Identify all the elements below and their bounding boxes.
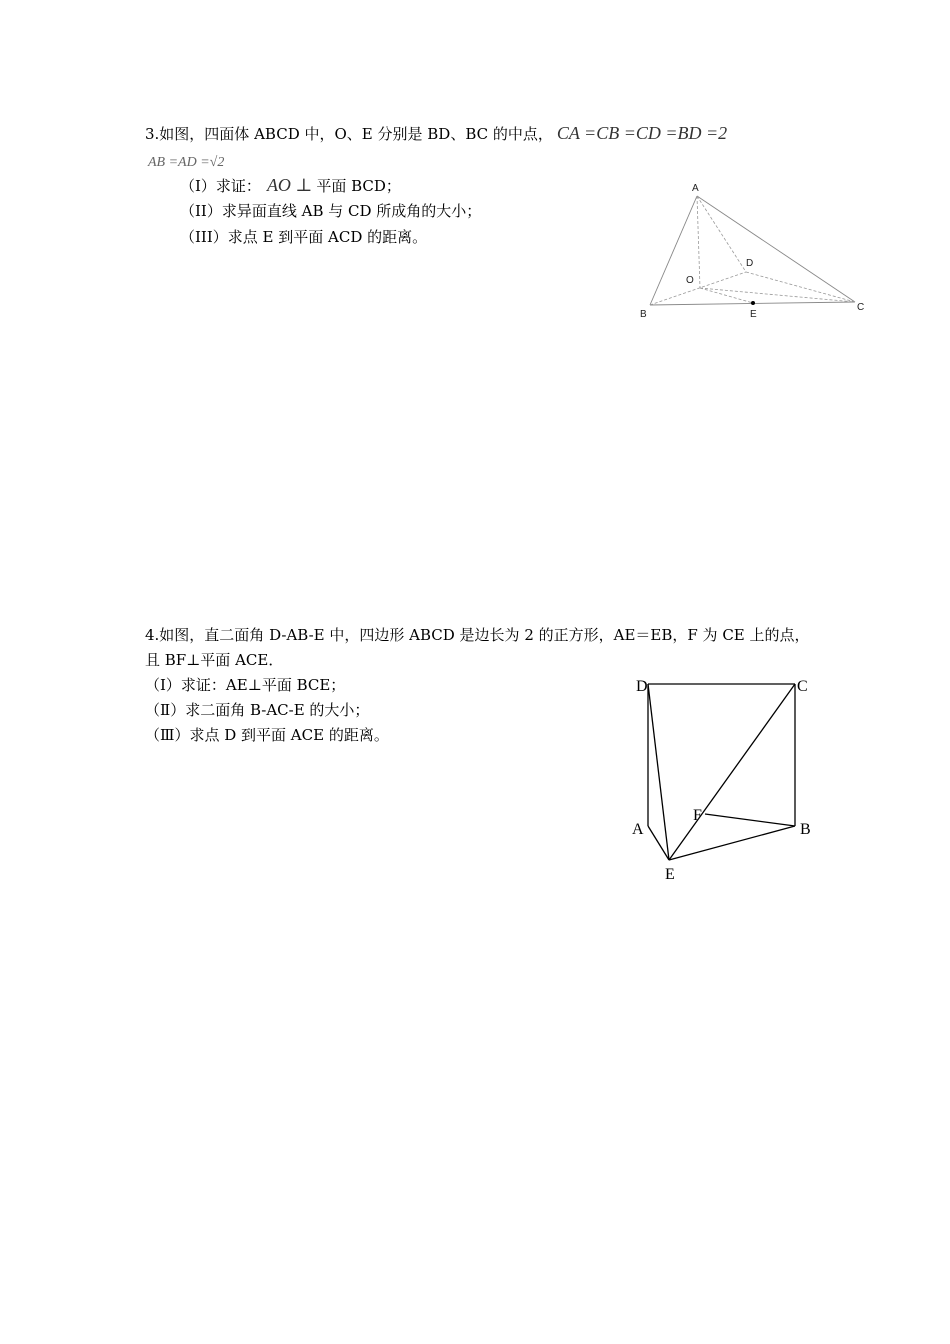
- problem3-part1-suffix: 平面 BCD；: [316, 177, 401, 195]
- tetrahedron-figure: [630, 175, 880, 325]
- edge-EB: [669, 826, 795, 860]
- problem3-condition1: CA =CB =CD =BD =2: [556, 123, 728, 143]
- edge-AC: [697, 196, 855, 302]
- problem3-part1-math: AO ⊥: [266, 175, 313, 195]
- label-A: A: [632, 821, 644, 838]
- label-B: B: [640, 309, 647, 320]
- label-A: A: [692, 183, 699, 194]
- dihedral-figure: [625, 668, 825, 888]
- label-E: E: [750, 309, 757, 320]
- label-D: D: [746, 258, 754, 269]
- edge-BD: [650, 272, 746, 305]
- problem4-intro-cont: 且 BF⊥平面 ACE．: [145, 651, 284, 669]
- segment-DE: [648, 684, 669, 860]
- problem4-part2: （Ⅱ）求二面角 B-AC-E 的大小；: [145, 701, 370, 719]
- label-D: D: [636, 678, 648, 695]
- problem3-part2: （II）求异面直线 AB 与 CD 所成角的大小；: [180, 202, 482, 220]
- edge-AB: [650, 196, 697, 305]
- problem3-intro-line: [145, 123, 727, 144]
- segment-OC: [700, 288, 855, 302]
- label-F: F: [693, 807, 702, 824]
- label-C: C: [797, 678, 808, 695]
- segment-AO: [697, 196, 700, 288]
- segment-EC: [669, 684, 795, 860]
- problem3-intro: 3.如图，四面体 ABCD 中，O、E 分别是 BD、BC 的中点，: [145, 125, 553, 143]
- problem4-part1: （Ⅰ）求证：AE⊥平面 BCE；: [145, 676, 346, 694]
- label-B: B: [800, 821, 811, 838]
- edge-CD: [746, 272, 855, 302]
- problem4-intro: 4.如图，直二面角 D-AB-E 中，四边形 ABCD 是边长为 2 的正方形，AE＝EB，F 为 CE 上的点，: [145, 626, 810, 644]
- problem3-part1: [180, 175, 401, 196]
- label-C: C: [857, 302, 865, 313]
- segment-FB: [705, 814, 795, 826]
- edge-AD: [697, 196, 746, 272]
- problem4-part3: （Ⅲ）求点 D 到平面 ACE 的距离。: [145, 726, 389, 744]
- problem3-part3: （III）求点 E 到平面 ACD 的距离。: [180, 228, 428, 246]
- point-E: [751, 301, 755, 305]
- problem3-part1-prefix: （I）求证：: [180, 177, 261, 195]
- problem3-condition2: AB =AD =√2: [148, 155, 225, 170]
- label-E: E: [665, 866, 675, 883]
- label-O: O: [686, 275, 694, 286]
